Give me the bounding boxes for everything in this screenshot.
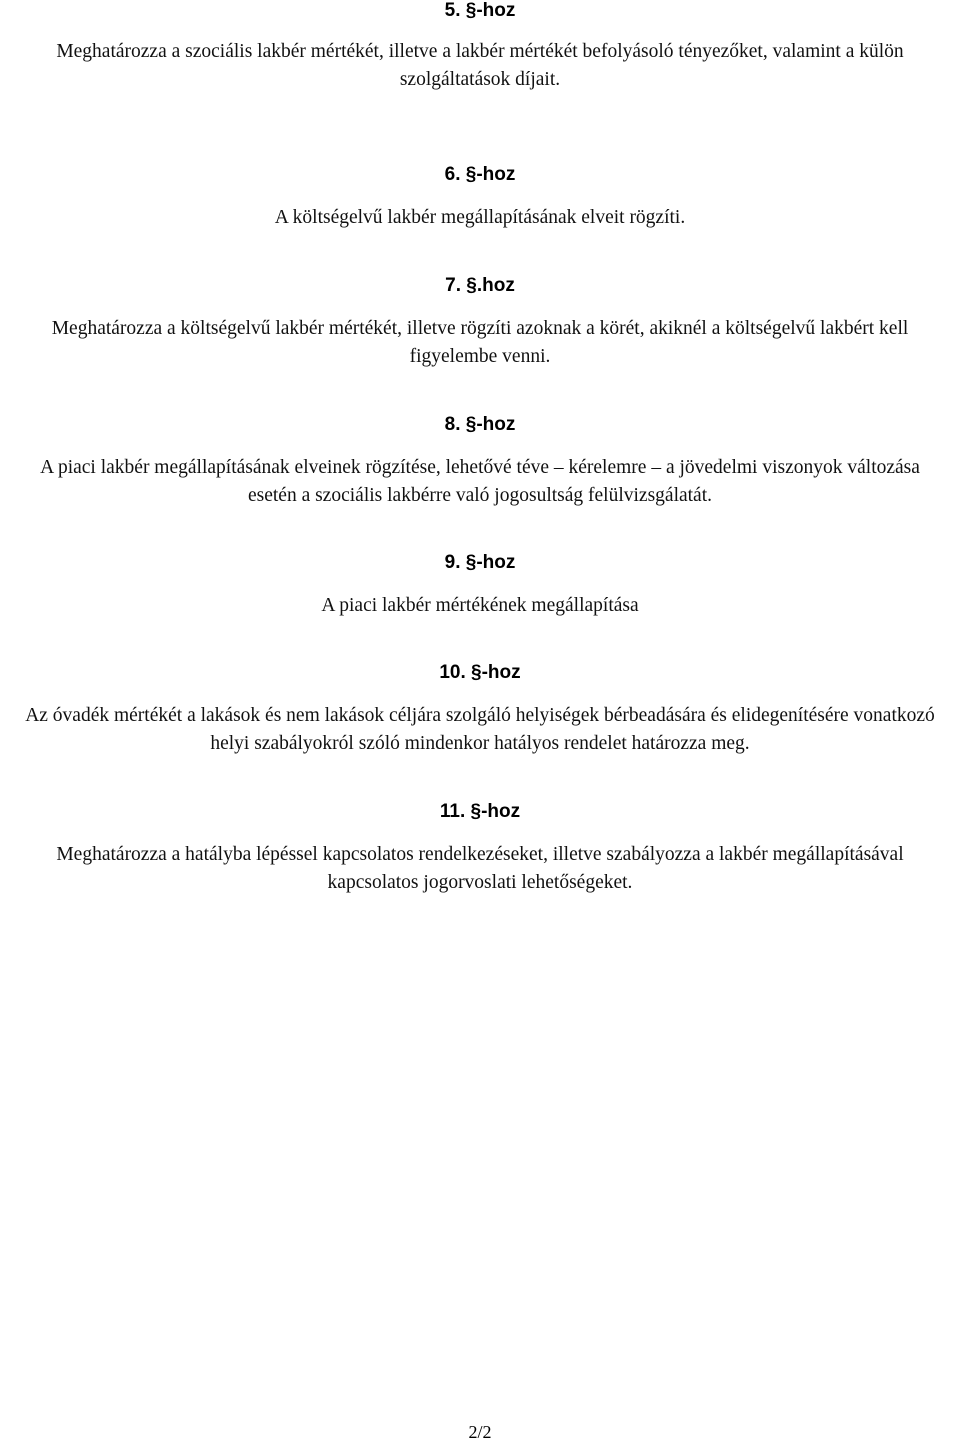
- section-heading: 7. §.hoz: [445, 275, 515, 296]
- section-heading: 9. §-hoz: [444, 552, 516, 573]
- section-11: [0, 799, 960, 897]
- section-body: Meghatározza a költségelvű lakbér mértékét, illetve rögzíti azoknak a körét, akiknél a költségelvű lakbért kell figyelembe venni.: [51, 318, 909, 367]
- page-number: 2/2: [468, 1422, 492, 1442]
- section-9: [0, 550, 960, 620]
- section-heading: 5. §-hoz: [444, 0, 516, 21]
- section-10: [0, 660, 960, 758]
- section-5: [0, 0, 960, 94]
- section-body: Meghatározza a hatályba lépéssel kapcsolatos rendelkezéseket, illetve szabályozza a lakbér megállapításával kapcsolatos jogorvoslati lehetőségeket.: [56, 844, 904, 893]
- section-body: Az óvadék mértékét a lakások és nem lakások céljára szolgáló helyiségek bérbeadására és elidegenítésére vonatkozó helyi szabályokról szóló mindenkor hatályos rendelet határozza meg.: [25, 705, 935, 754]
- section-body: Meghatározza a szociális lakbér mértékét, illetve a lakbér mértékét befolyásoló tényezőket, valamint a külön szolgáltatások díjait.: [56, 41, 904, 90]
- section-6: [0, 162, 960, 232]
- section-body: A piaci lakbér megállapításának elveinek rögzítése, lehetővé téve – kérelemre – a jövedelmi viszonyok változása esetén a szociális lakbérre való jogosultság felülvizsgálatát.: [40, 457, 920, 506]
- section-body: A költségelvű lakbér megállapításának elveit rögzíti.: [274, 207, 686, 228]
- section-heading: 6. §-hoz: [444, 164, 516, 185]
- section-8: [0, 412, 960, 510]
- section-heading: 10. §-hoz: [439, 662, 521, 683]
- section-heading: 8. §-hoz: [444, 414, 516, 435]
- section-body: A piaci lakbér mértékének megállapítása: [321, 595, 639, 616]
- section-heading: 11. §-hoz: [439, 801, 521, 822]
- section-7: [0, 273, 960, 371]
